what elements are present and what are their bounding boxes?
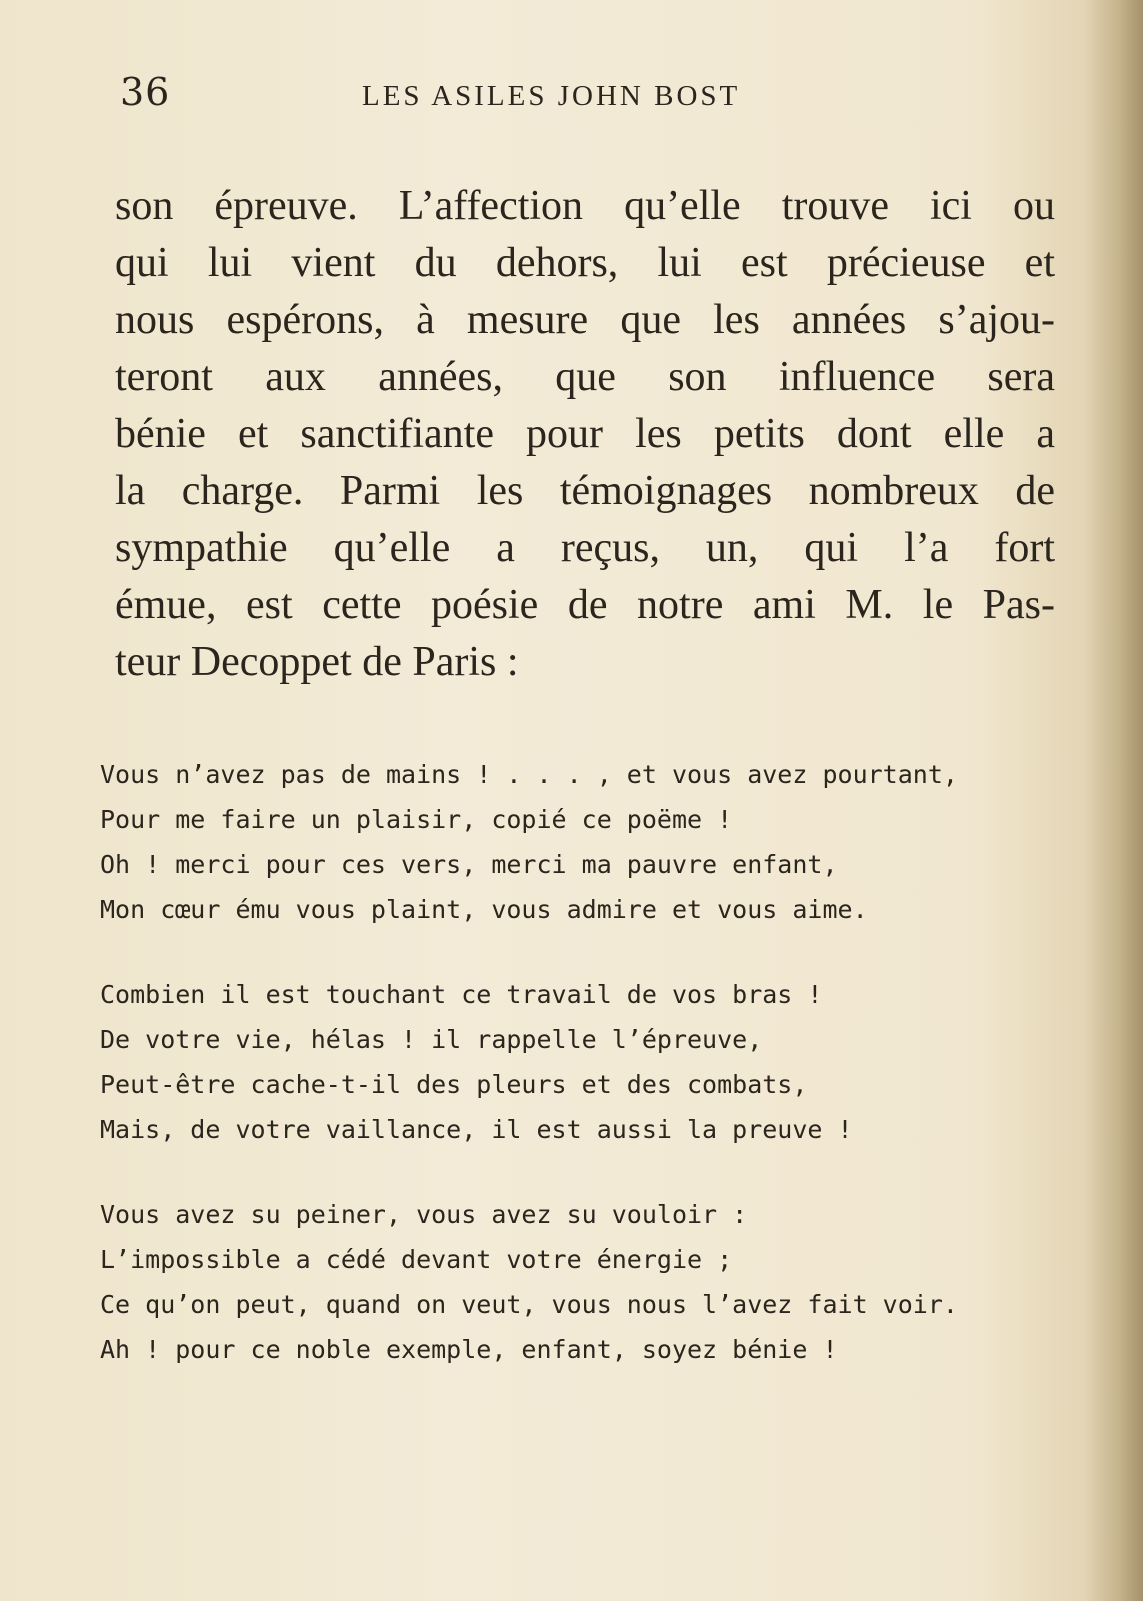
poem-stanza [100,972,1040,1152]
poem-verse: Ce qu’on peut, quand on veut, vous nous l’avez fait voir. [100,1290,958,1319]
prose-line: nous espérons, à mesure que les années s’ajou- [115,297,1055,343]
prose-line: qui lui vient du dehors, lui est précieuse et [115,240,1055,286]
page-number: 36 [120,70,171,114]
poem-verse: L’impossible a cédé devant votre énergie ; [100,1245,733,1274]
prose-line: émue, est cette poésie de notre ami M. le Pas- [115,582,1055,628]
poem-verse: Oh ! merci pour ces vers, merci ma pauvre enfant, [100,850,838,879]
poem-verse: Combien il est touchant ce travail de vos bras ! [100,980,823,1009]
prose-paragraph [115,178,1055,691]
poem-verse: Mais, de votre vaillance, il est aussi la preuve ! [100,1115,853,1144]
running-title: LES ASILES JOHN BOST [362,80,741,112]
prose-line: teur Decoppet de Paris : [115,639,519,685]
poem-verse: Ah ! pour ce noble exemple, enfant, soyez bénie ! [100,1335,838,1364]
page-gutter-shadow [1083,0,1143,1601]
poem-verse: De votre vie, hélas ! il rappelle l’épreuve, [100,1025,763,1054]
poem-verse: Pour me faire un plaisir, copié ce poëme ! [100,805,733,834]
poem-verse: Vous n’avez pas de mains ! . . . , et vous avez pourtant, [100,760,958,789]
poem [100,752,1040,1412]
prose-line: sympathie qu’elle a reçus, un, qui l’a fort [115,525,1055,571]
prose-line: son épreuve. L’affection qu’elle trouve ici ou [115,183,1055,229]
poem-verse: Peut-être cache-t-il des pleurs et des combats, [100,1070,808,1099]
prose-line: bénie et sanctifiante pour les petits dont elle a [115,411,1055,457]
poem-verse: Mon cœur ému vous plaint, vous admire et vous aime. [100,895,868,924]
prose-line: teront aux années, que son influence sera [115,354,1055,400]
page-header [120,70,980,120]
prose-line: la charge. Parmi les témoignages nombreux de [115,468,1055,514]
poem-verse: Vous avez su peiner, vous avez su vouloir : [100,1200,748,1229]
poem-stanza [100,1192,1040,1372]
poem-stanza [100,752,1040,932]
